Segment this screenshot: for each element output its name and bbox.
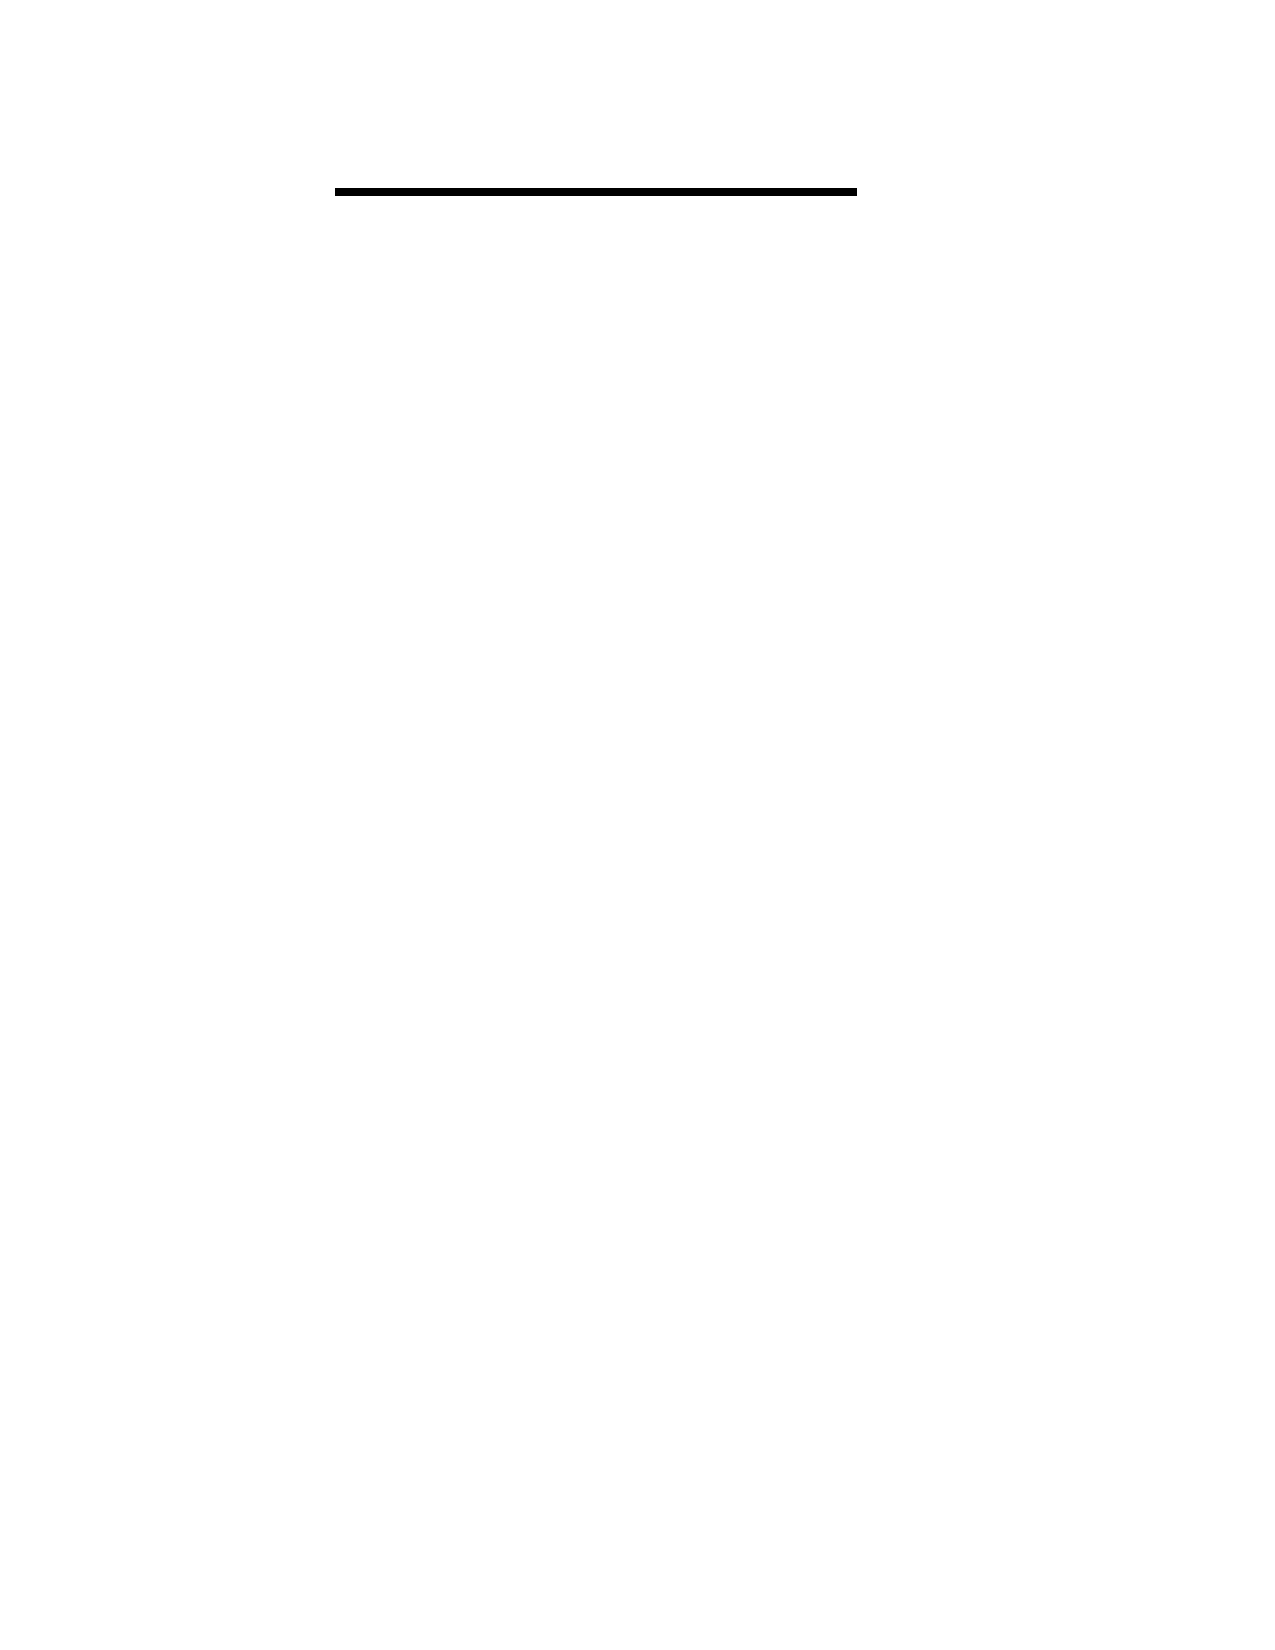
watermark bbox=[0, 213, 1275, 1188]
semester-events-panel bbox=[335, 188, 857, 196]
